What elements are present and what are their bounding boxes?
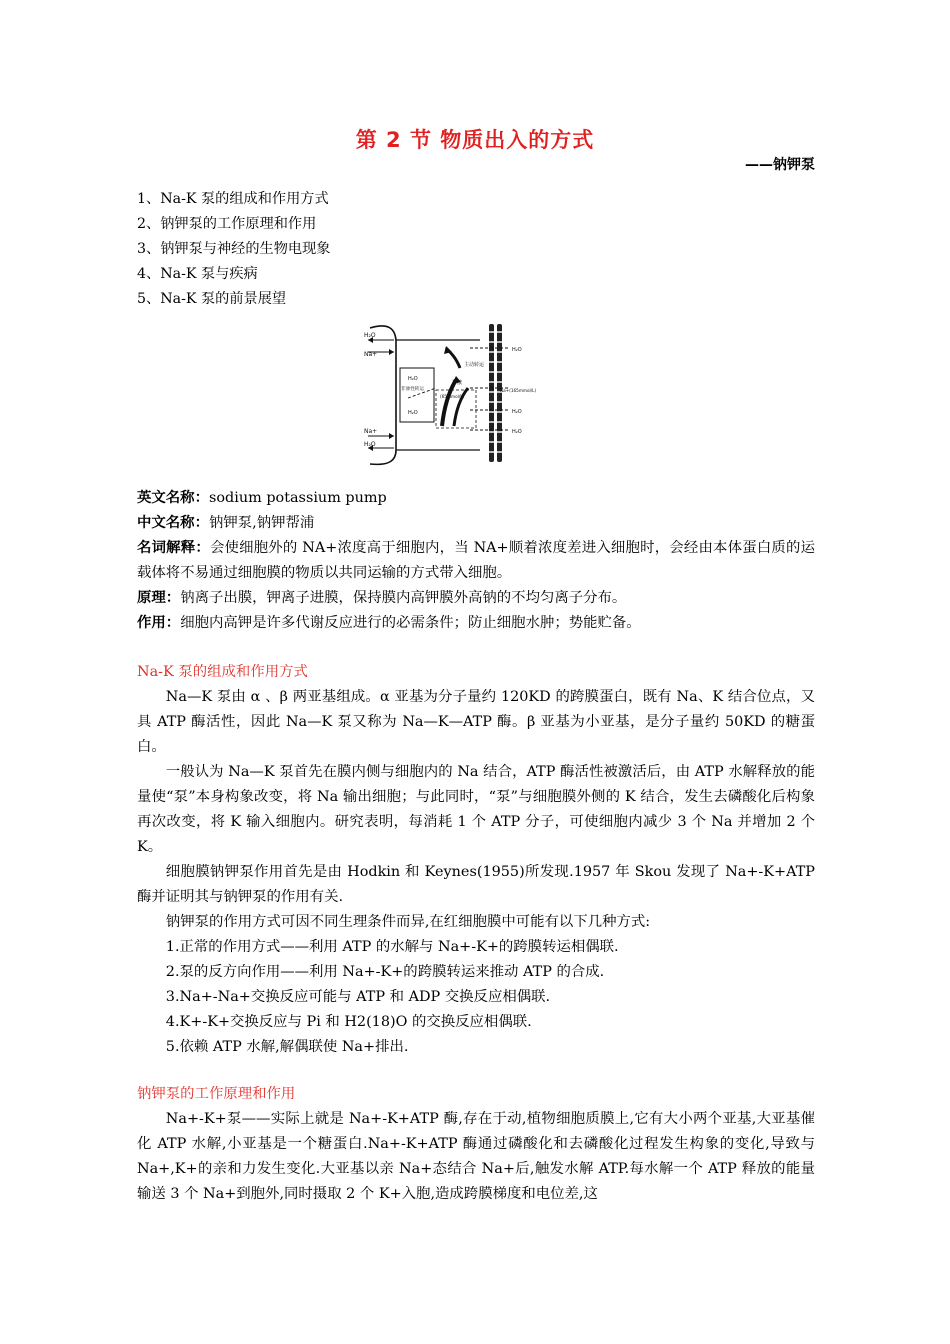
fig-label: Na+ bbox=[364, 351, 378, 358]
list-item: 4.K+-K+交换反应与 Pi 和 H2(18)O 的交换反应相偶联. bbox=[165, 1014, 532, 1030]
list-item: 2.泵的反方向作用——利用 Na+-K+的跨膜转运来推动 ATP 的合成. bbox=[165, 964, 605, 980]
paragraph: 钠钾泵的作用方式可因不同生理条件而异,在红细胞膜中可能有以下几种方式: bbox=[165, 914, 651, 930]
page-title: 第 2 节 物质出入的方式 bbox=[355, 128, 595, 152]
fig-label: 扩散 bbox=[452, 380, 463, 386]
definition-function: 作用：细胞内高钾是许多代谢反应进行的必需条件；防止细胞水肿；势能贮备。 bbox=[137, 615, 641, 631]
fig-label: H₂O bbox=[512, 409, 522, 415]
section-principle bbox=[137, 1082, 815, 1207]
definition-chinese: 中文名称：钠钾泵,钠钾帮浦 bbox=[137, 515, 315, 531]
paragraph: Na+-K+泵——实际上就是 Na+-K+ATP 酶,存在于动,植物细胞质膜上,它有大小两个亚基,大亚基催化 ATP 水解,小亚基是一个糖蛋白.Na+-K+ATP 酶通过磷酸化和去磷酸化过程发生构象的变化,导致与 Na+,K+的亲和力发生变化.大亚基以亲 Na+态结合 Na+后,触发水解 ATP.每水解一个 ATP 释放的能量输送 3 个 Na+到胞外,同时摄取 2 个 K+入胞,造成跨膜梯度和电位差,这 bbox=[137, 1111, 815, 1202]
fig-label: Na+(165mmol/L) bbox=[500, 388, 537, 393]
definition-explanation: 名词解释：会使细胞外的 NA+浓度高于细胞内，当 NA+顺着浓度差进入细胞时，会经由本体蛋白质的运载体将不易通过细胞膜的物质以共同运输的方式带入细胞。 bbox=[137, 540, 815, 581]
list-item: 3.Na+-Na+交换反应可能与 ATP 和 ADP 交换反应相偶联. bbox=[165, 989, 551, 1005]
paragraph: 细胞膜钠钾泵作用首先是由 Hodkin 和 Keynes(1955)所发现.1957 年 Skou 发现了 Na+-K+ATP 酶并证明其与钠钾泵的作用有关. bbox=[137, 864, 815, 905]
section-composition bbox=[137, 660, 815, 1060]
paragraph: 一般认为 Na—K 泵首先在膜内侧与细胞内的 Na 结合，ATP 酶活性被激活后，由 ATP 水解释放的能量使“泵”本身构象改变，将 Na 输出细胞；与此同时，“泵”与细胞膜外侧的 K 结合，发生去磷酸化后构象再次改变，将 K 输入细胞内。研究表明，每消耗 1 个 ATP 分子，可使细胞内减少 3 个 Na 并增加 2 个 K。 bbox=[137, 764, 815, 855]
list-item: 1.正常的作用方式——利用 ATP 的水解与 Na+-K+的跨膜转运相偶联. bbox=[165, 939, 619, 955]
sodium-pump-diagram bbox=[360, 318, 537, 470]
definition-principle: 原理：钠离子出膜，钾离子进膜，保持膜内高钾膜外高钠的不均匀离子分布。 bbox=[137, 590, 627, 606]
fig-label: H₂O bbox=[512, 347, 522, 353]
fig-label: Na+ bbox=[364, 428, 378, 435]
section-heading: 钠钾泵的工作原理和作用 bbox=[137, 1086, 296, 1102]
fig-label: H₂O bbox=[512, 429, 522, 435]
fig-label: 非渗性转运 bbox=[401, 387, 424, 392]
definition-english: 英文名称：sodium potassium pump bbox=[137, 490, 387, 506]
fig-label: (65mmol/L) bbox=[440, 394, 465, 399]
paragraph: Na—K 泵由 α 、β 两亚基组成。α 亚基为分子量约 120KD 的跨膜蛋白，既有 Na、K 结合位点，又具 ATP 酶活性，因此 Na—K 泵又称为 Na—K—ATP 酶。β 亚基为小亚基，是分子量约 50KD 的糖蛋白。 bbox=[137, 689, 815, 755]
table-of-contents bbox=[137, 187, 330, 312]
toc-item: 1、Na-K 泵的组成和作用方式 bbox=[137, 191, 329, 207]
fig-label: H₂O bbox=[408, 376, 418, 382]
toc-item: 2、钠钾泵的工作原理和作用 bbox=[137, 216, 317, 232]
definitions bbox=[137, 486, 815, 636]
fig-label: 主动转运 bbox=[464, 362, 485, 368]
fig-label: H₂O bbox=[364, 441, 376, 448]
section-heading: Na-K 泵的组成和作用方式 bbox=[137, 664, 308, 680]
fig-label: H₂O bbox=[364, 332, 376, 339]
toc-item: 3、钠钾泵与神经的生物电现象 bbox=[137, 241, 331, 257]
fig-label: H₂O bbox=[408, 410, 418, 416]
toc-item: 4、Na-K 泵与疾病 bbox=[137, 266, 258, 282]
toc-item: 5、Na-K 泵的前景展望 bbox=[137, 291, 287, 307]
page-subtitle: ——钠钾泵 bbox=[745, 157, 815, 173]
list-item: 5.依赖 ATP 水解,解偶联使 Na+排出. bbox=[165, 1039, 409, 1055]
